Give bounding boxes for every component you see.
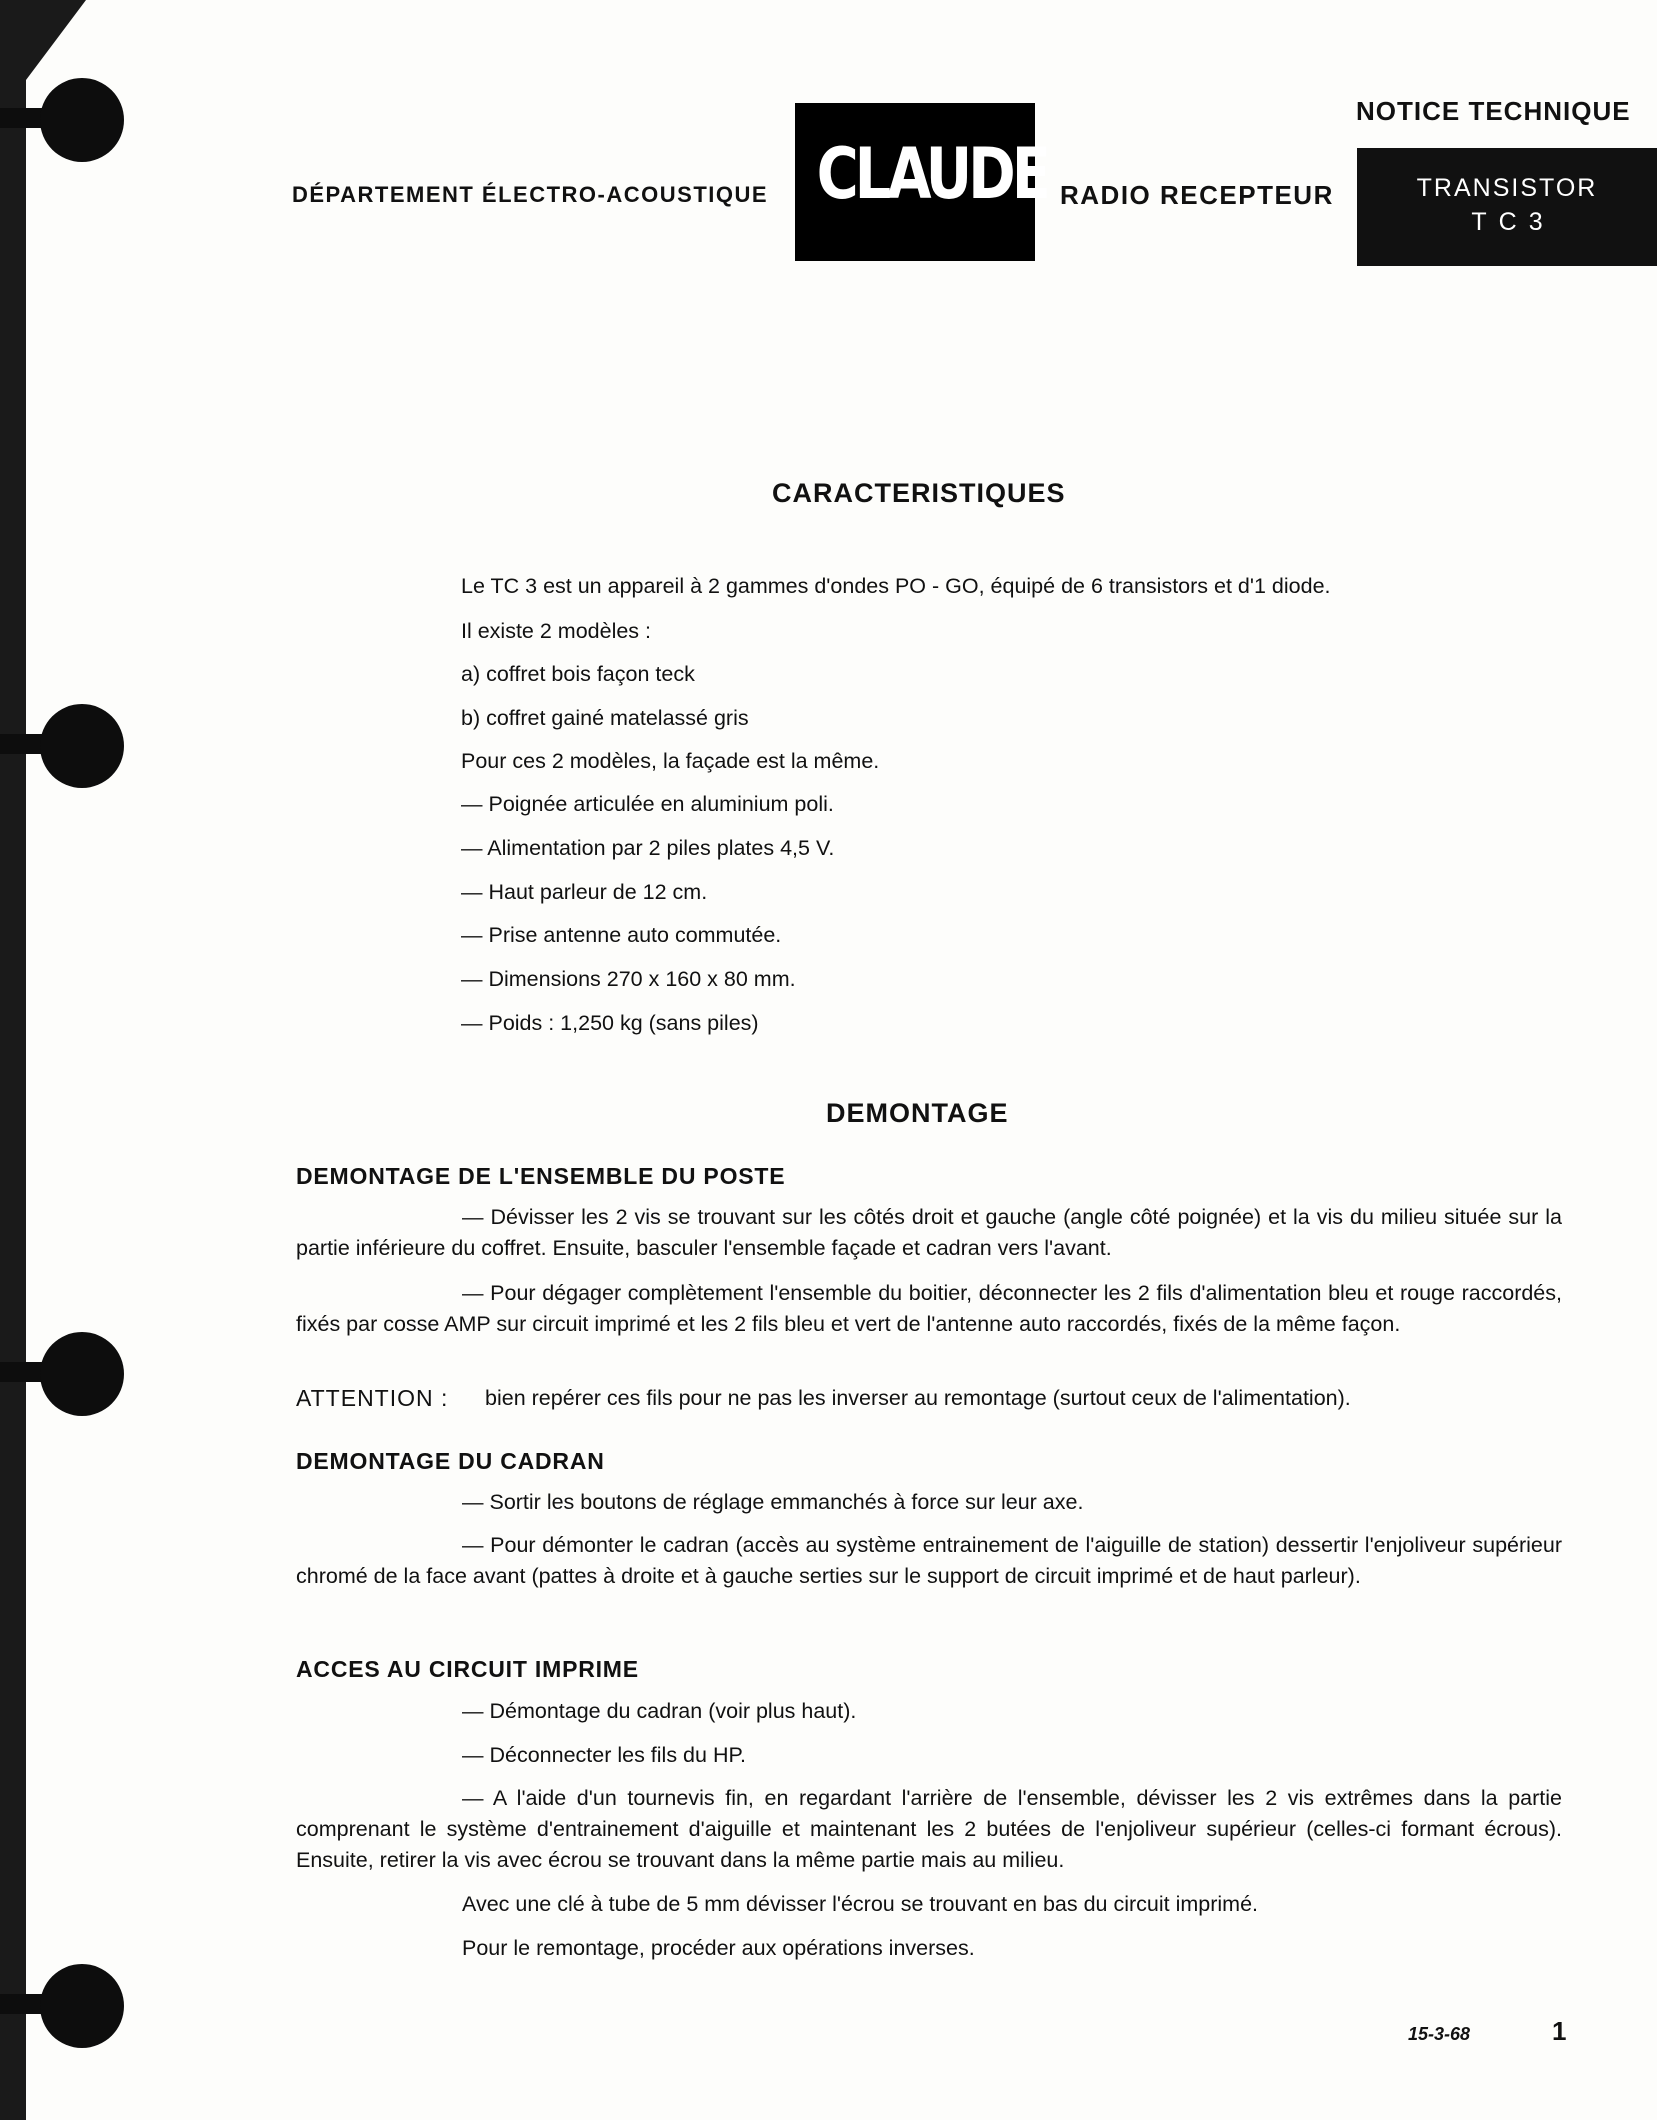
notice-title: NOTICE TECHNIQUE: [1356, 96, 1631, 126]
page-number: 1: [1552, 2016, 1567, 2046]
paragraph: [296, 1202, 1562, 1264]
paragraph-text: Avec une clé à tube de 5 mm dévisser l'écrou se trouvant en bas du circuit imprimé.: [462, 1892, 1259, 1916]
paragraph-text: — Pour dégager complètement l'ensemble du boitier, déconnecter les 2 fils d'alimentation bleu et rouge raccordés, fixés par cosse AMP sur circuit imprimé et les 2 fils bleu et vert de l'antenne auto raccordés, fixés de la même façon.: [296, 1281, 1562, 1336]
attention-text: bien repérer ces fils pour ne pas les inverser au remontage (surtout ceux de l'alimentation).: [485, 1386, 1351, 1410]
spec-line: Pour ces 2 modèles, la façade est la même.: [461, 749, 880, 773]
footer-date: 15-3-68: [1408, 2024, 1471, 2044]
binder-edge: [0, 0, 26, 2120]
section-title-caracteristiques: CARACTERISTIQUES: [772, 478, 1066, 508]
subsection-title-cadran: DEMONTAGE DU CADRAN: [296, 1448, 605, 1474]
paragraph-text: — A l'aide d'un tournevis fin, en regardant l'arrière de l'ensemble, dévisser les 2 vis extrêmes dans la partie comprenant le système d'entrainement d'aiguille et maintenant les 2 butées de l'enjoliveur supérieur (celles-ci formant écrous). Ensuite, retirer la vis avec écrou se trouvant dans la même partie mais au milieu.: [296, 1786, 1562, 1872]
spec-line: — Poignée articulée en aluminium poli.: [461, 792, 834, 816]
section-title-demontage: DEMONTAGE: [826, 1098, 1009, 1128]
paragraph-text: — Dévisser les 2 vis se trouvant sur les côtés droit et gauche (angle côté poignée) et la vis du milieu située sur la partie inférieure du coffret. Ensuite, basculer l'ensemble façade et cadran vers l'avant.: [296, 1205, 1562, 1260]
paragraph: [296, 1530, 1562, 1592]
paragraph-text: — Pour démonter le cadran (accès au système entrainement de l'aiguille de station) dessertir l'enjoliveur supérieur chromé de la face avant (pattes à droite et à gauche serties sur le support de circuit imprimé et de haut parleur).: [296, 1533, 1562, 1588]
paragraph-text: Pour le remontage, procéder aux opérations inverses.: [462, 1936, 975, 1960]
paragraph-text: — Démontage du cadran (voir plus haut).: [462, 1699, 857, 1723]
punch-hole: [40, 1964, 124, 2048]
department-label: DÉPARTEMENT ÉLECTRO-ACOUSTIQUE: [292, 182, 769, 207]
spec-line: Le TC 3 est un appareil à 2 gammes d'ondes PO - GO, équipé de 6 transistors et d'1 diode.: [461, 574, 1331, 598]
claude-logo: [795, 103, 1047, 261]
paragraph: [296, 1696, 1562, 1727]
subsection-title-ensemble: DEMONTAGE DE L'ENSEMBLE DU POSTE: [296, 1163, 786, 1189]
punch-hole: [40, 78, 124, 162]
paragraph-text: — Déconnecter les fils du HP.: [462, 1743, 747, 1767]
attention-label: ATTENTION :: [296, 1385, 449, 1411]
spec-line: — Dimensions 270 x 160 x 80 mm.: [461, 967, 796, 991]
paragraph: [296, 1740, 1562, 1771]
paragraph: [296, 1487, 1562, 1518]
model-line-2: TC3: [1471, 208, 1555, 236]
logo-text: CLAUDE: [816, 133, 1047, 215]
spec-line: — Poids : 1,250 kg (sans piles): [461, 1011, 759, 1035]
spec-line: — Haut parleur de 12 cm.: [461, 880, 708, 904]
paragraph: [296, 1783, 1562, 1876]
spec-line: b) coffret gainé matelassé gris: [461, 706, 749, 730]
spec-line: a) coffret bois façon teck: [461, 662, 695, 686]
punch-hole: [40, 1332, 124, 1416]
spec-line: — Alimentation par 2 piles plates 4,5 V.: [461, 836, 835, 860]
model-box: [1357, 148, 1657, 266]
paragraph-text: — Sortir les boutons de réglage emmanchés à force sur leur axe.: [462, 1490, 1084, 1514]
paragraph: [296, 1889, 1562, 1920]
punch-hole: [40, 704, 124, 788]
model-line-1: TRANSISTOR: [1416, 174, 1598, 202]
corner-fold: [26, 0, 86, 80]
spec-line: Il existe 2 modèles :: [461, 619, 652, 643]
paragraph: [296, 1278, 1562, 1340]
paragraph: [296, 1933, 1562, 1964]
spec-line: — Prise antenne auto commutée.: [461, 923, 782, 947]
product-type-label: RADIO RECEPTEUR: [1060, 180, 1334, 210]
subsection-title-circuit: ACCES AU CIRCUIT IMPRIME: [296, 1656, 639, 1682]
